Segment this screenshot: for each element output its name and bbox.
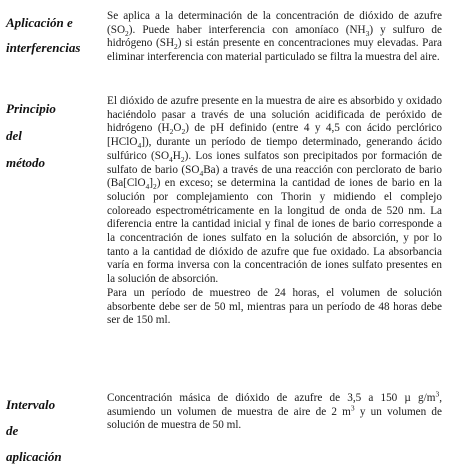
- subscript: 2: [169, 127, 174, 137]
- text-run: ). Los iones sulfatos son precipitados por formación de sulfato de bario (SO: [107, 149, 442, 176]
- text-run: ) en exceso; se determina la cantidad de iones de bario en la solución por complejamiento con Thorin y midiendo el complejo coloreado espectrométricamente en la longitud de onda de 520 nm. La diferencia entre la cantidad inicial y final de iones de bario corresponde a la concentración de iones sulfato en la solución de absorción, y por lo tanto a la cantidad de dióxido de azufre que fue oxidado. La absorbancia varía en forma inversa con la concentración de iones sulfato presentes en la solución de absorción.: [107, 177, 442, 286]
- label-line: Intervalo: [6, 397, 56, 412]
- text-run: ]), durante un período de tiempo determinado, generando ácido sulfúrico (SO: [107, 136, 442, 162]
- section-content: [107, 95, 442, 328]
- text-run: O: [173, 122, 182, 135]
- subscript: 2: [174, 42, 178, 52]
- superscript: 3: [435, 389, 440, 399]
- text-run: ). Puede haber interferencia con amoníaco (NH: [128, 23, 366, 36]
- subscript: 4: [199, 168, 204, 178]
- label-line: del: [6, 128, 22, 143]
- text-run: ) si están presente en concentraciones muy elevadas. Para eliminar interferencia con material particulado se filtra la muestra del aire.: [107, 37, 443, 64]
- section-label: [6, 95, 98, 176]
- label-line: interferencias: [6, 40, 81, 55]
- section-label: [6, 392, 98, 470]
- text-run: , asumiendo un volumen de muestra de aire de 2 m: [107, 392, 442, 418]
- subscript: 4: [169, 155, 173, 165]
- section-paragraph: [107, 389, 442, 433]
- label-line: de: [6, 423, 19, 438]
- subscript: 3: [365, 28, 370, 38]
- subscript: 2: [180, 155, 185, 165]
- section-paragraph: [107, 287, 442, 328]
- section-content: [107, 10, 442, 65]
- text-run: H: [172, 149, 181, 162]
- label-line: Aplicación e: [6, 15, 73, 30]
- text-run: y un volumen de solución de muestra de 50 ml.: [107, 405, 442, 432]
- text-run: Para un período de muestreo de 24 horas, el volumen de solución absorbente debe ser de 50 ml, mientras para un período de 48 horas debe ser de 150 ml.: [107, 286, 442, 327]
- section-content: [107, 389, 442, 433]
- text-run: Ba) a través de una reacción con perclorato de bario (Ba[ClO: [107, 163, 442, 190]
- text-run: ) y sulfuro de hidrógeno (SH: [107, 23, 442, 50]
- subscript: 2: [181, 127, 186, 137]
- section-label: [6, 10, 98, 60]
- label-line: aplicación: [6, 449, 62, 464]
- subscript: 4: [145, 182, 150, 192]
- text-run: Concentración másica de dióxido de azufre de 3,5 a 150 µ g/m: [107, 392, 436, 404]
- text-run: ) de pH definido (entre 4 y 4,5 con ácido perclórico [HClO: [107, 122, 442, 149]
- subscript: 2: [153, 182, 157, 192]
- text-run: Se aplica a la determinación de la concentración de dióxido de azufre (SO: [107, 10, 442, 36]
- label-line: método: [6, 155, 45, 170]
- text-run: ]: [149, 177, 154, 190]
- section-paragraph: [107, 95, 442, 287]
- label-line: Principio: [6, 101, 56, 116]
- superscript: 3: [350, 402, 355, 412]
- section-paragraph: [107, 10, 442, 65]
- text-run: El dióxido de azufre presente en la muestra de aire es absorbido y oxidado haciéndolo pasar a través de una solución acidificada de peróxido de hidrógeno (H: [107, 95, 442, 135]
- subscript: 2: [125, 28, 129, 38]
- subscript: 4: [137, 141, 142, 151]
